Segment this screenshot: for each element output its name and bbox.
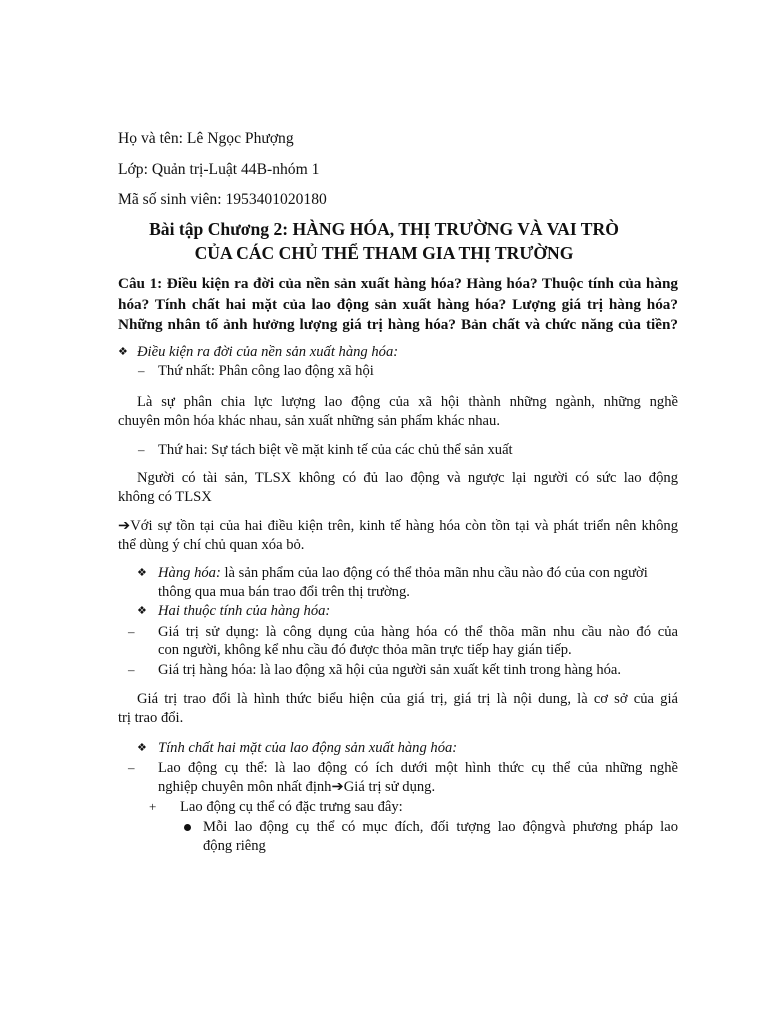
diamond-bullet-icon: ❖ (118, 346, 128, 358)
student-name-value: Lê Ngọc Phượng (186, 130, 294, 147)
section4-heading: Tính chất hai mặt của lao động sản xuất hàng hóa: (158, 740, 458, 756)
plus-bullet-icon: + (149, 799, 157, 814)
conclusion-line-2: thể dùng ý chí chủ quan xóa bỏ. (118, 537, 305, 553)
section1-paragraph-2-line-2: không có TLSX (118, 489, 212, 505)
section3-heading: Hai thuộc tính của hàng hóa: (158, 603, 331, 619)
section4-item-1-result: Giá trị sử dụng. (343, 779, 436, 795)
dash-bullet-icon: – (128, 760, 135, 775)
student-id-line (118, 190, 327, 210)
section1-paragraph-2-line-1: Người có tài sản, TLSX không có đủ lao động và ngược lại người có sức lao động (137, 470, 678, 486)
right-arrow-icon: ➔ (331, 779, 344, 795)
question-line-1: Câu 1: Điều kiện ra đời của nền sản xuất hàng hóa? Hàng hóa? Thuộc tính của hàng (118, 275, 678, 292)
section3-item-2: Giá trị hàng hóa: là lao động xã hội của người sản xuất kết tinh trong hàng hóa. (158, 662, 622, 678)
student-name-label: Họ và tên: (118, 130, 183, 147)
section1-paragraph-1-line-2: chuyên môn hóa khác nhau, sản xuất những sản phẩm khác nhau. (118, 413, 500, 429)
section4-item-1-line-1: Lao động cụ thể: là lao động có ích dưới một hình thức cụ thể của những nghề (158, 760, 678, 776)
diamond-bullet-icon: ❖ (137, 567, 147, 579)
section2-line-1 (158, 563, 648, 583)
question-line-2: hóa? Tính chất hai mặt của lao động sản xuất hàng hóa? Lượng giá trị hàng hóa? (118, 296, 678, 313)
class-line (118, 160, 319, 180)
section2-definition: là sản phẩm của lao động có thể thỏa mãn nhu cầu nào đó của con người (220, 565, 648, 581)
dash-bullet-icon: – (128, 662, 135, 677)
section4-item-1-line-2 (158, 777, 435, 797)
class-label: Lớp: (118, 161, 148, 178)
student-name-line (118, 129, 294, 149)
dot-bullet-icon (184, 824, 191, 831)
section1-heading: Điều kiện ra đời của nền sản xuất hàng hóa: (137, 344, 399, 360)
section3-paragraph-line-1: Giá trị trao đổi là hình thức biểu hiện của giá trị, giá trị là nội dung, là cơ sở của giá (137, 691, 678, 707)
section4-sub-item-1: Lao động cụ thể có đặc trưng sau đây: (180, 799, 403, 815)
student-id-value: 1953401020180 (225, 191, 327, 208)
section2-term: Hàng hóa: (158, 565, 221, 581)
diamond-bullet-icon: ❖ (137, 742, 147, 754)
conclusion-text: Với sự tồn tại của hai điều kiện trên, kinh tế hàng hóa còn tồn tại và phát triển nên không (130, 518, 678, 534)
student-id-label: Mã số sinh viên: (118, 191, 222, 208)
section4-bullet-1-line-1: Mỗi lao động cụ thể có mục đích, đối tượng lao độngvà phương pháp lao (203, 819, 678, 835)
page-title-line-1: Bài tập Chương 2: HÀNG HÓA, THỊ TRƯỜNG VÀ VAI TRÒ (149, 219, 619, 239)
section3-item-1-line-1: Giá trị sử dụng: là công dụng của hàng hóa có thể thõa mãn nhu cầu nào đó của (158, 624, 678, 640)
dash-bullet-icon: – (138, 442, 145, 457)
conclusion-line-1 (118, 516, 678, 536)
section4-item-1-text: nghiệp chuyên môn nhất định (158, 779, 332, 795)
section3-paragraph-line-2: trị trao đổi. (118, 710, 184, 726)
section1-paragraph-1-line-1: Là sự phân chia lực lượng lao động của xã hội thành những ngành, những nghề (137, 394, 678, 410)
dash-bullet-icon: – (128, 624, 135, 639)
class-value: Quản trị-Luật 44B-nhóm 1 (151, 161, 320, 178)
section1-item-2: Thứ hai: Sự tách biệt về mặt kinh tế của các chủ thể sản xuất (158, 442, 513, 458)
question-line-3: Những nhân tố ảnh hưởng lượng giá trị hàng hóa? Bản chất và chức năng của tiền? (118, 316, 678, 333)
section3-item-1-line-2: con người, không kể nhu cầu đó được thỏa mãn trực tiếp hay gián tiếp. (158, 642, 572, 658)
right-arrow-icon: ➔ (118, 518, 131, 534)
dash-bullet-icon: – (138, 363, 145, 378)
section4-bullet-1-line-2: động riêng (203, 838, 266, 854)
diamond-bullet-icon: ❖ (137, 605, 147, 617)
page-title-line-2: CỦA CÁC CHỦ THỂ THAM GIA THỊ TRƯỜNG (194, 243, 574, 263)
section1-item-1: Thứ nhất: Phân công lao động xã hội (158, 363, 374, 379)
section2-line-2: thông qua mua bán trao đổi trên thị trường. (158, 584, 410, 600)
